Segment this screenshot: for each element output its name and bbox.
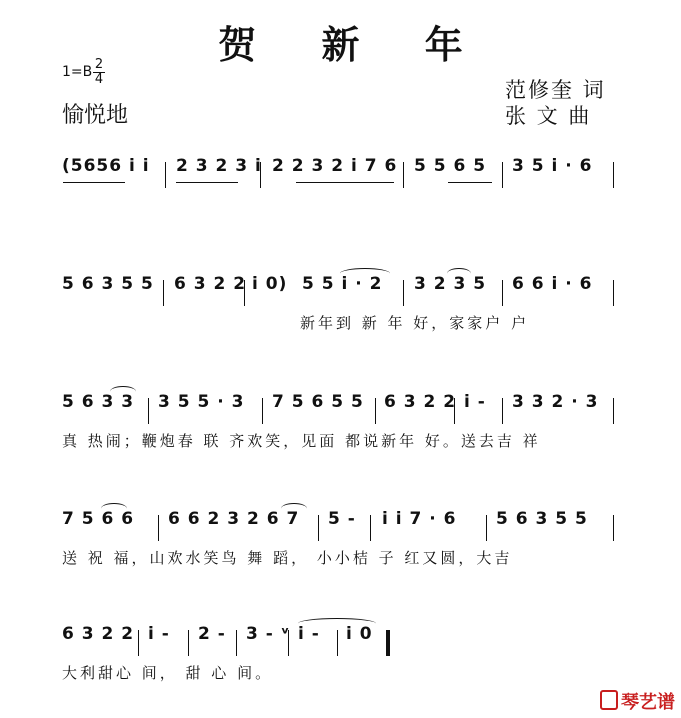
staff-row-1: [0, 156, 681, 216]
time-signature: [93, 58, 105, 87]
key-signature: 1=B: [62, 64, 93, 80]
tie-slur: [340, 268, 390, 279]
measure: 5 5 6 5: [414, 156, 487, 176]
measure: 3 2 3 5: [414, 274, 487, 294]
barline: [318, 515, 319, 541]
measure: 5 5 i · 2: [302, 274, 383, 294]
measure: i -: [148, 624, 170, 644]
beam-line: [176, 182, 238, 183]
measure: 7 5 6 5 5: [272, 392, 364, 412]
measure: i 0: [346, 624, 373, 644]
measure: 6 6 i · 6: [512, 274, 593, 294]
time-signature-top: 2: [94, 57, 104, 72]
barline: [613, 398, 614, 424]
final-barline: [386, 630, 390, 656]
barline: [613, 515, 614, 541]
barline: [163, 280, 164, 306]
barline: [486, 515, 487, 541]
tie-slur: [101, 503, 127, 514]
measure: 3 3 2 · 3: [512, 392, 599, 412]
measure: 7 5 6 6: [62, 509, 135, 529]
beam-line: [63, 182, 125, 183]
measure: 5 6 3 5 5: [62, 274, 154, 294]
barline: [138, 630, 139, 656]
barline: [502, 162, 503, 188]
lyrics-row-2: 新年到 新 年 好，家家户 户: [300, 314, 530, 332]
tie-slur: [447, 268, 471, 279]
tie-slur: [110, 386, 136, 397]
staff-row-3: [0, 392, 681, 452]
tempo-marking: 愉悦地: [62, 103, 129, 128]
beam-line: [296, 182, 394, 183]
measure: (5656 i i: [62, 156, 150, 176]
barline: [244, 280, 245, 306]
barline: [148, 398, 149, 424]
measure: 3 5 i · 6: [512, 156, 593, 176]
staff-row-4: [0, 509, 681, 569]
lyricist-credit: 范修奎 词: [505, 78, 606, 102]
barline: [165, 162, 166, 188]
barline: [260, 162, 261, 188]
barline: [262, 398, 263, 424]
barline: [370, 515, 371, 541]
logo-icon: [600, 690, 618, 710]
barline: [502, 280, 503, 306]
barline: [375, 398, 376, 424]
lyrics-row-5: 大利甜心 间， 甜 心 间。: [62, 664, 274, 682]
barline: [454, 398, 455, 424]
beam-line: [448, 182, 492, 183]
measure: 2 -: [198, 624, 226, 644]
barline: [403, 162, 404, 188]
measure: i -: [464, 392, 486, 412]
measure: 6 3 2 2: [174, 274, 247, 294]
barline: [236, 630, 237, 656]
tie-slur: [298, 618, 376, 629]
time-signature-bottom: 4: [94, 72, 104, 87]
barline: [188, 630, 189, 656]
measure: i -: [298, 624, 320, 644]
logo-text: 琴艺谱: [621, 692, 675, 713]
site-logo: [600, 688, 675, 714]
barline: [158, 515, 159, 541]
barline: [337, 630, 338, 656]
barline: [403, 280, 404, 306]
measure: i 0): [252, 274, 288, 294]
measure: 6 3 2 2: [62, 624, 135, 644]
measure: 5 -: [328, 509, 356, 529]
staff-row-2: [0, 274, 681, 334]
measure: 6 6 2 3 2 6 7: [168, 509, 300, 529]
barline: [288, 630, 289, 656]
lyrics-row-3: 真 热闹；鞭炮春 联 齐欢笑，见面 都说新年 好。送去吉 祥: [62, 432, 541, 450]
measure: 2 3 2 3 i: [176, 156, 262, 176]
lyrics-row-4: 送 祝 福，山欢水笑鸟 舞 蹈， 小小桔 子 红又圆，大吉: [62, 549, 513, 567]
measure: 5 6 3 3: [62, 392, 135, 412]
measure: 3 - ᵛ: [246, 624, 291, 644]
tie-slur: [281, 503, 307, 514]
measure: 5 6 3 5 5: [496, 509, 588, 529]
song-title: 贺 新 年: [218, 22, 489, 67]
staff-row-5: [0, 624, 681, 684]
composer-credit: 张 文 曲: [505, 104, 592, 128]
measure: i i 7 · 6: [382, 509, 457, 529]
barline: [613, 162, 614, 188]
measure: 6 3 2 2: [384, 392, 457, 412]
measure: 2 2 3 2 i 7 6: [272, 156, 398, 176]
measure: 3 5 5 · 3: [158, 392, 245, 412]
barline: [613, 280, 614, 306]
barline: [502, 398, 503, 424]
